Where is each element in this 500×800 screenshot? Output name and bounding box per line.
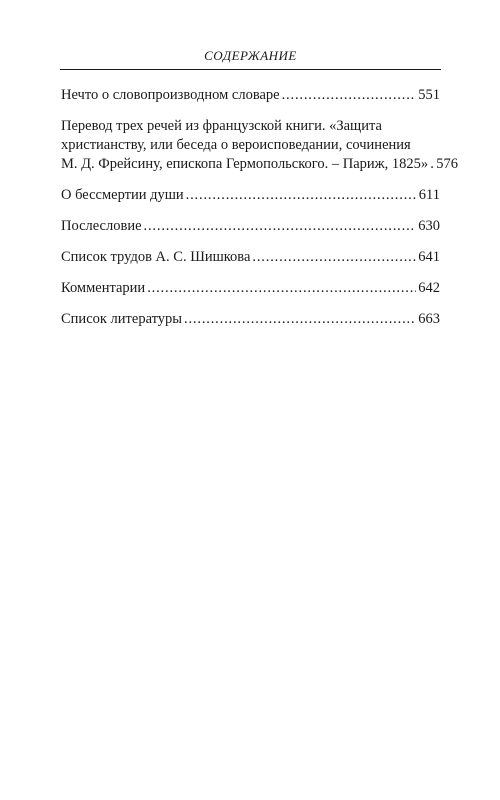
dot-leader [144, 217, 417, 236]
toc-entry-page: 611 [418, 187, 440, 203]
toc-entry [61, 117, 458, 174]
toc-entry-title: Список литературы [61, 311, 183, 327]
toc-entry-page: 551 [418, 87, 440, 103]
toc-entry-title: Список трудов А. С. Шишкова [61, 249, 251, 265]
toc-entry [61, 86, 440, 105]
toc-entry [61, 310, 440, 329]
dot-leader [186, 186, 417, 205]
dot-leader [184, 310, 416, 329]
dot-leader [147, 279, 416, 298]
toc-entry-page: 663 [418, 311, 440, 327]
dot-leader [430, 155, 434, 174]
toc-entry-page: 576 [436, 156, 458, 172]
table-of-contents [61, 86, 458, 341]
toc-entry [61, 279, 440, 298]
toc-entry-title: Послесловие [61, 218, 142, 234]
toc-entry-title-line: М. Д. Фрейсину, епископа Гермопольского. – Париж, 1825» [61, 156, 429, 172]
toc-entry [61, 217, 440, 236]
toc-entry-page: 642 [418, 280, 440, 296]
header-rule [60, 69, 441, 70]
toc-entry-title: О бессмертии души [61, 187, 184, 203]
dot-leader [252, 248, 416, 267]
toc-entry [61, 186, 440, 205]
toc-entry [61, 248, 440, 267]
toc-entry-title: Комментарии [61, 280, 146, 296]
running-head: СОДЕРЖАНИЕ [204, 48, 297, 63]
toc-entry-title: Нечто о словопроизводном словаре [61, 87, 280, 103]
toc-entry-title-line: христианству, или беседа о вероисповедании, сочинения [61, 137, 411, 153]
toc-entry-title-line: Перевод трех речей из французской книги. «Защита [61, 118, 382, 134]
toc-entry-page: 641 [418, 249, 440, 265]
dot-leader [282, 86, 417, 105]
toc-entry-page: 630 [418, 218, 440, 234]
